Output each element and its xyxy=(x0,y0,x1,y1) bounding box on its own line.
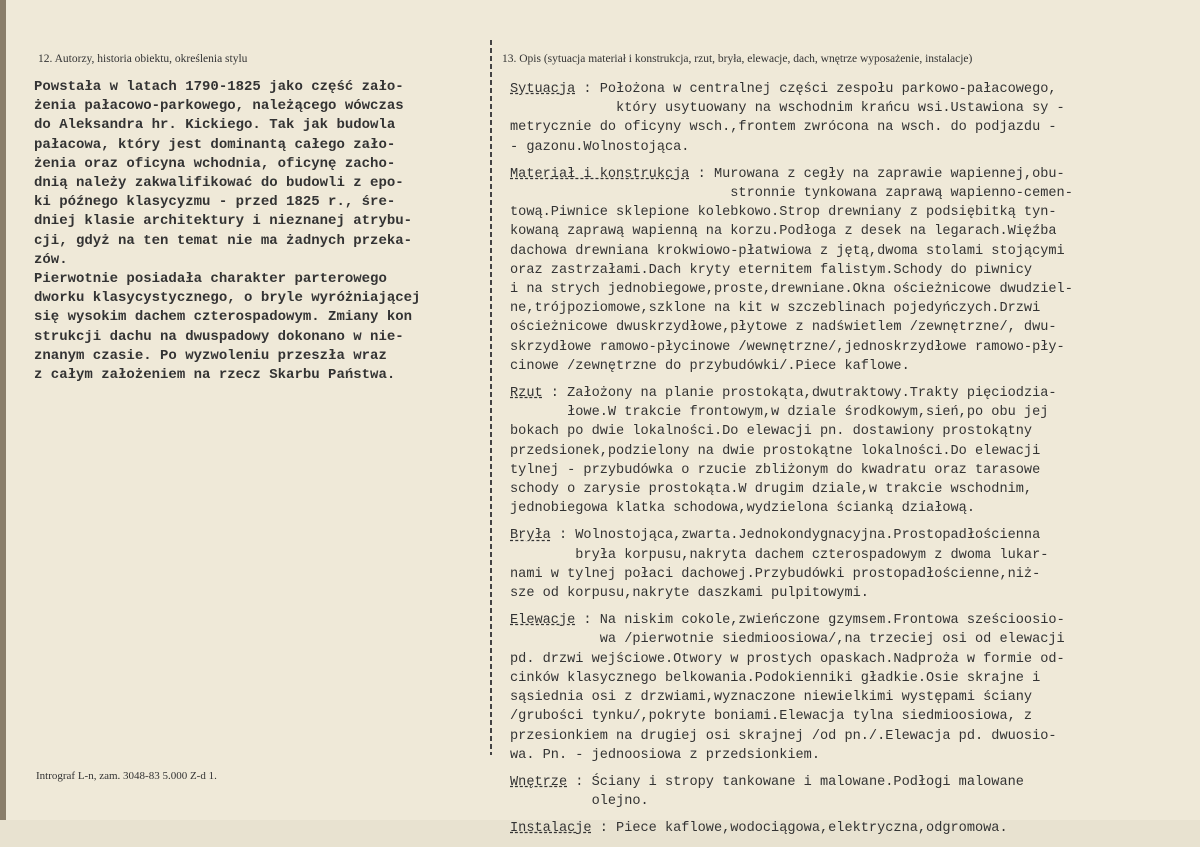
description-line xyxy=(510,819,1200,838)
history-line: znanym czasie. Po wyzwoleniu przeszła wraz xyxy=(34,347,387,364)
line-text: stronnie tynkowana zaprawą wapienno-cemen- xyxy=(510,186,1073,202)
line-text: ne,trójpoziomowe,szklone na kit w szczeblinach pojedyńczych.Drzwi xyxy=(510,301,1041,317)
line-text: oraz zastrzałami.Dach kryty eternitem falistym.Schody do piwnicy xyxy=(510,262,1033,278)
line-text: : Murowana z cegły na zaprawie wapiennej,obu- xyxy=(689,166,1065,182)
line-text: łowe.W trakcie frontowym,w dziale środkowym,sień,po obu jej xyxy=(510,405,1049,421)
line-text: : Wolnostojąca,zwarta.Jednokondygnacyjna.Prostopadłościenna xyxy=(550,528,1041,544)
description-line xyxy=(510,403,1200,422)
description-line xyxy=(510,630,1200,649)
section-label: Sytuacja xyxy=(510,82,576,97)
description-line xyxy=(510,565,1200,584)
history-line: zów. xyxy=(34,251,68,268)
line-text: - gazonu.Wolnostojąca. xyxy=(510,139,690,155)
description-line xyxy=(510,184,1200,203)
section-label: Wnętrze xyxy=(510,774,568,790)
description-line xyxy=(510,299,1200,318)
description-line xyxy=(510,80,1200,99)
history-line: pałacowa, który jest dominantą całego zało- xyxy=(34,136,396,153)
description-line xyxy=(510,318,1200,337)
history-line: dworku klasycystycznego, o bryle wyróżniającej xyxy=(34,290,421,307)
description-line xyxy=(510,442,1200,461)
line-text: cinków klasycznego belkowania.Podokienniki gładkie.Osie skrajne i xyxy=(510,670,1041,686)
line-text: sąsiednia osi z drzwiami,wyznaczone niewielkimi występami ściany xyxy=(510,690,1033,706)
history-line: żenia oraz oficyna wchodnia, oficynę zacho- xyxy=(34,155,396,172)
description-section xyxy=(510,165,1200,376)
line-text: : Położona w centralnej części zespołu parkowo-pałacowego, xyxy=(575,82,1057,97)
description-section xyxy=(510,384,1200,518)
description-section xyxy=(510,773,1200,811)
line-text: i na strych jednobiegowe,proste,drewniane.Okna ościeżnicowe dwudziel- xyxy=(510,282,1073,298)
line-text: przesionkiem na drugiej osi skrajnej /od pn./.Elewacja pd. dwuosio- xyxy=(510,728,1057,744)
history-line: się wysokim dachem czterospadowym. Zmiany kon xyxy=(34,309,413,326)
history-line: żenia pałacowo-parkowego, należącego wówczas xyxy=(34,98,404,115)
section-label: Bryła xyxy=(510,528,551,544)
history-line: Powstała w latach 1790-1825 jako część zało- xyxy=(34,79,404,95)
description-line xyxy=(510,138,1200,157)
history-section-title: 12. Autorzy, historia obiektu, określenia stylu xyxy=(38,53,248,65)
line-text: sze od korpusu,nakryte daszkami pulpitowymi. xyxy=(510,586,869,602)
line-text: /grubości tynku/,pokryte boniami.Elewacja tylna siedmioosiowa, z xyxy=(510,709,1033,725)
description-line xyxy=(510,384,1200,403)
line-text: skrzydłowe ramowo-płycinowe /wewnętrzne/,jednoskrzydłowe ramowo-pły- xyxy=(510,339,1065,355)
line-text: : Ściany i stropy tankowane i malowane.Podłogi malowane xyxy=(567,774,1024,790)
line-text: olejno. xyxy=(510,794,649,810)
line-text: jednobiegowa klatka schodowa,wydzielona ścianką działową. xyxy=(510,501,975,517)
history-line: cji, gdyż na ten temat nie ma żadnych przeka- xyxy=(34,232,413,249)
description-section-title: 13. Opis (sytuacja materiał i konstrukcja, rzut, bryła, elewacje, dach, wnętrze wyposażenie, instalacje) xyxy=(502,53,973,65)
description-line xyxy=(510,707,1200,726)
description-line xyxy=(510,357,1200,376)
description-line xyxy=(510,499,1200,518)
section-label: Instalacje xyxy=(510,821,592,837)
line-text: wa /pierwotnie siedmioosiowa/,na trzeciej osi od elewacji xyxy=(510,632,1065,648)
description-line xyxy=(510,526,1200,545)
description-line xyxy=(510,222,1200,241)
line-text: schody o zarysie prostokąta.W drugim dziale,w trakcie wschodnim, xyxy=(510,482,1033,498)
description-line xyxy=(510,461,1200,480)
page-edge xyxy=(0,0,6,820)
history-line: Pierwotnie posiadała charakter parterowego xyxy=(34,271,387,288)
line-text: : Na niskim cokole,zwieńczone gzymsem.Frontowa sześcioosio- xyxy=(575,613,1065,629)
description-line xyxy=(510,422,1200,441)
description-line xyxy=(510,118,1200,137)
history-line: strukcji dachu na dwuspadowy dokonano w nie- xyxy=(34,328,404,345)
description-line xyxy=(510,242,1200,261)
line-text: : Piece kaflowe,wodociągowa,elektryczna,odgromowa. xyxy=(591,821,1008,837)
history-line: dnią należy zakwalifikować do budowli z epo- xyxy=(34,175,404,192)
description-line xyxy=(510,669,1200,688)
line-text: dachowa drewniana krokwiowo-płatwiowa z jętą,dwoma stolami stojącymi xyxy=(510,243,1065,259)
description-line xyxy=(510,261,1200,280)
history-line: z całym założeniem na rzecz Skarbu Państwa. xyxy=(34,367,396,384)
line-text: metrycznie do oficyny wsch.,frontem zwrócona na wsch. do podjazdu - xyxy=(510,120,1057,136)
description-section xyxy=(510,611,1200,765)
description-line xyxy=(510,165,1200,184)
description-line xyxy=(510,338,1200,357)
line-text: ościeżnicowe dwuskrzydłowe,płytowe z nadświetlem /zewnętrzne/, dwu- xyxy=(510,320,1057,336)
description-section xyxy=(510,526,1200,603)
description-section xyxy=(510,80,1200,157)
section-label: Rzut xyxy=(510,386,543,402)
description-line xyxy=(510,203,1200,222)
line-text: wa. Pn. - jednoosiowa z przedsionkiem. xyxy=(510,747,820,763)
line-text: który usytuowany na wschodnim krańcu wsi.Ustawiona sy - xyxy=(510,101,1065,117)
description-section xyxy=(510,819,1200,838)
description-line xyxy=(510,650,1200,669)
history-line: do Aleksandra hr. Kickiego. Tak jak budowla xyxy=(34,117,396,134)
line-text: cinowe /zewnętrzne do przybudówki/.Piece kaflowe. xyxy=(510,358,910,374)
section-label: Elewacje xyxy=(510,613,576,629)
line-text: bokach po dwie lokalności.Do elewacji pn. dostawiony prostokątny xyxy=(510,424,1033,440)
description-line xyxy=(510,727,1200,746)
history-text xyxy=(34,78,494,385)
line-text: tową.Piwnice sklepione kolebkowo.Strop drewniany z podsiębitką tyn- xyxy=(510,205,1057,221)
line-text: tylnej - przybudówka o rzucie zbliżonym do kwadratu oraz tarasowe xyxy=(510,462,1041,478)
line-text: nami w tylnej połaci dachowej.Przybudówki prostopadłościenne,niż- xyxy=(510,566,1041,582)
section-label: Materiał i konstrukcja xyxy=(510,166,690,182)
line-text: bryła korpusu,nakryta dachem czterospadowym z dwoma lukar- xyxy=(510,547,1049,563)
description-line xyxy=(510,584,1200,603)
line-text: przedsionek,podzielony na dwie prostokątne lokalności.Do elewacji xyxy=(510,443,1041,459)
description-line xyxy=(510,773,1200,792)
history-line: ki późnego klasycyzmu - przed 1825 r., śre- xyxy=(34,194,396,211)
description-line xyxy=(510,746,1200,765)
line-text: : Założony na planie prostokąta,dwutraktowy.Trakty pięciodzia- xyxy=(542,386,1057,402)
description-line xyxy=(510,792,1200,811)
description-line xyxy=(510,688,1200,707)
line-text: kowaną zaprawą wapienną na korzu.Podłoga z desek na legarach.Więźba xyxy=(510,224,1057,240)
description-line xyxy=(510,611,1200,630)
description-line xyxy=(510,280,1200,299)
line-text: pd. drzwi wejściowe.Otwory w prostych opaskach.Nadproża w formie od- xyxy=(510,651,1065,667)
history-line: dniej klasie architektury i nieznanej atrybu- xyxy=(34,213,413,230)
description-text xyxy=(510,80,1200,847)
printer-imprint: Intrograf L-n, zam. 3048-83 5.000 Z-d 1. xyxy=(36,770,217,782)
description-line xyxy=(510,546,1200,565)
description-line xyxy=(510,99,1200,118)
description-line xyxy=(510,480,1200,499)
